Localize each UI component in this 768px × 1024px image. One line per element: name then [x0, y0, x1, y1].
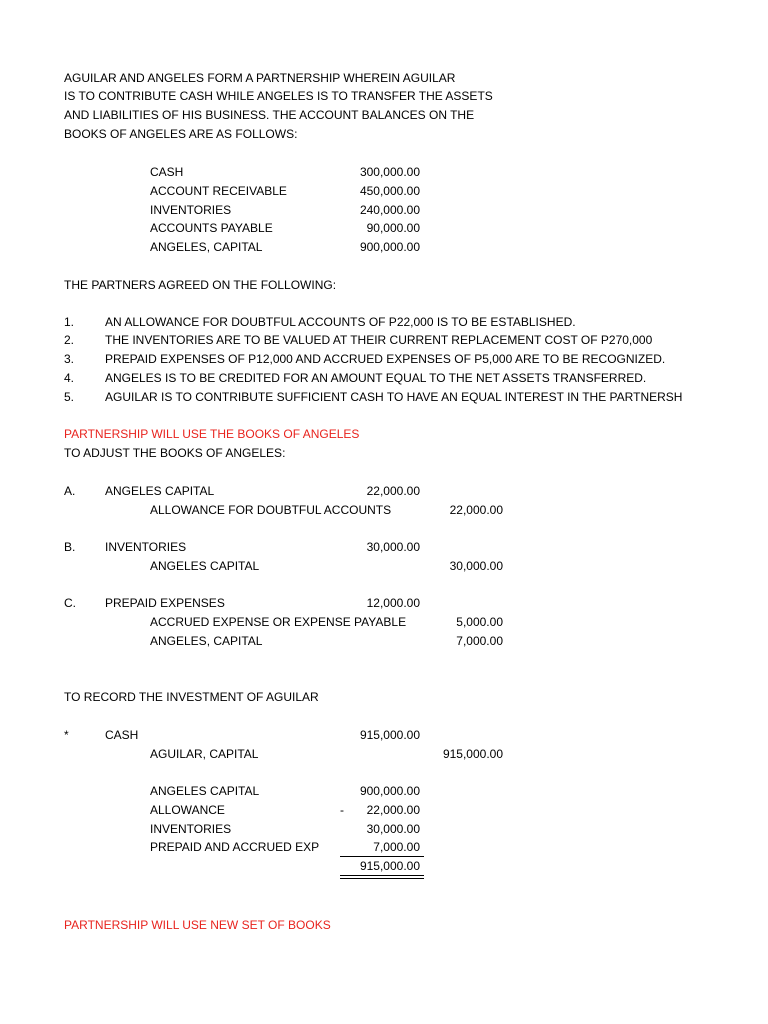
computation-amount: 900,000.00 — [359, 784, 420, 798]
agreement-text: ANGELES IS TO BE CREDITED FOR AN AMOUNT EQUAL TO THE NET ASSETS TRANSFERRED. — [105, 371, 647, 385]
entry-letter: C. — [64, 596, 76, 610]
credit-amount: 915,000.00 — [442, 747, 503, 761]
agreement-number: 3. — [64, 352, 75, 366]
balance-label: ACCOUNTS PAYABLE — [150, 221, 273, 235]
credit-amount: 7,000.00 — [456, 634, 503, 648]
section-subheading: TO ADJUST THE BOOKS OF ANGELES: — [64, 446, 286, 460]
credit-amount: 30,000.00 — [449, 559, 503, 573]
credit-amount: 22,000.00 — [449, 503, 503, 517]
section-heading: PARTNERSHIP WILL USE THE BOOKS OF ANGELES — [64, 427, 360, 441]
debit-account: CASH — [105, 728, 139, 742]
debit-amount: 12,000.00 — [366, 596, 420, 610]
computation-amount: 22,000.00 — [366, 803, 420, 817]
debit-account: PREPAID EXPENSES — [105, 596, 225, 610]
balance-amount: 300,000.00 — [359, 165, 420, 179]
agreement-heading: THE PARTNERS AGREED ON THE FOLLOWING: — [64, 278, 337, 292]
agreement-text: THE INVENTORIES ARE TO BE VALUED AT THEIR CURRENT REPLACEMENT COST OF P270,000 — [105, 333, 653, 347]
debit-amount: 915,000.00 — [359, 728, 420, 742]
agreement-text: AGUILAR IS TO CONTRIBUTE SUFFICIENT CASH TO HAVE AN EQUAL INTEREST IN THE PARTNERSH — [105, 390, 683, 404]
debit-amount: 22,000.00 — [366, 484, 420, 498]
intro-line: BOOKS OF ANGELES ARE AS FOLLOWS: — [64, 127, 298, 141]
credit-account: ANGELES, CAPITAL — [150, 634, 263, 648]
agreement-number: 5. — [64, 390, 75, 404]
agreement-number: 1. — [64, 315, 75, 329]
computation-label: ALLOWANCE — [150, 803, 225, 817]
agreement-text: AN ALLOWANCE FOR DOUBTFUL ACCOUNTS OF P22,000 IS TO BE ESTABLISHED. — [105, 315, 576, 329]
intro-line: IS TO CONTRIBUTE CASH WHILE ANGELES IS TO TRANSFER THE ASSETS — [64, 89, 493, 103]
balance-label: ACCOUNT RECEIVABLE — [150, 184, 287, 198]
investment-heading: TO RECORD THE INVESTMENT OF AGUILAR — [64, 690, 319, 704]
agreement-number: 2. — [64, 333, 75, 347]
computation-amount: 30,000.00 — [366, 822, 420, 836]
debit-amount: 30,000.00 — [366, 540, 420, 554]
credit-account: ACCRUED EXPENSE OR EXPENSE PAYABLE — [150, 615, 407, 629]
entry-letter: B. — [64, 540, 76, 554]
balance-label: CASH — [150, 165, 184, 179]
computation-label: ANGELES CAPITAL — [150, 784, 260, 798]
balance-label: INVENTORIES — [150, 203, 232, 217]
computation-amount: 7,000.00 — [373, 840, 420, 854]
computation-total: 915,000.00 — [359, 859, 420, 873]
credit-account: ANGELES CAPITAL — [150, 559, 260, 573]
entry-marker: * — [64, 728, 69, 742]
credit-amount: 5,000.00 — [456, 615, 503, 629]
balance-amount: 900,000.00 — [359, 240, 420, 254]
balance-amount: 90,000.00 — [366, 221, 420, 235]
computation-label: INVENTORIES — [150, 822, 232, 836]
section-heading: PARTNERSHIP WILL USE NEW SET OF BOOKS — [64, 918, 331, 932]
entry-letter: A. — [64, 484, 76, 498]
debit-account: INVENTORIES — [105, 540, 187, 554]
subtotal-rule — [340, 856, 424, 857]
intro-line: AND LIABILITIES OF HIS BUSINESS. THE ACCOUNT BALANCES ON THE — [64, 108, 475, 122]
debit-account: ANGELES CAPITAL — [105, 484, 215, 498]
balance-amount: 240,000.00 — [359, 203, 420, 217]
total-double-rule — [340, 875, 424, 879]
agreement-number: 4. — [64, 371, 75, 385]
credit-account: ALLOWANCE FOR DOUBTFUL ACCOUNTS — [150, 503, 392, 517]
credit-account: AGUILAR, CAPITAL — [150, 747, 259, 761]
balance-amount: 450,000.00 — [359, 184, 420, 198]
computation-label: PREPAID AND ACCRUED EXP — [150, 840, 320, 854]
computation-sign: - — [340, 803, 344, 817]
agreement-text: PREPAID EXPENSES OF P12,000 AND ACCRUED EXPENSES OF P5,000 ARE TO BE RECOGNIZED. — [105, 352, 666, 366]
balance-label: ANGELES, CAPITAL — [150, 240, 263, 254]
intro-line: AGUILAR AND ANGELES FORM A PARTNERSHIP WHEREIN AGUILAR — [64, 71, 456, 85]
